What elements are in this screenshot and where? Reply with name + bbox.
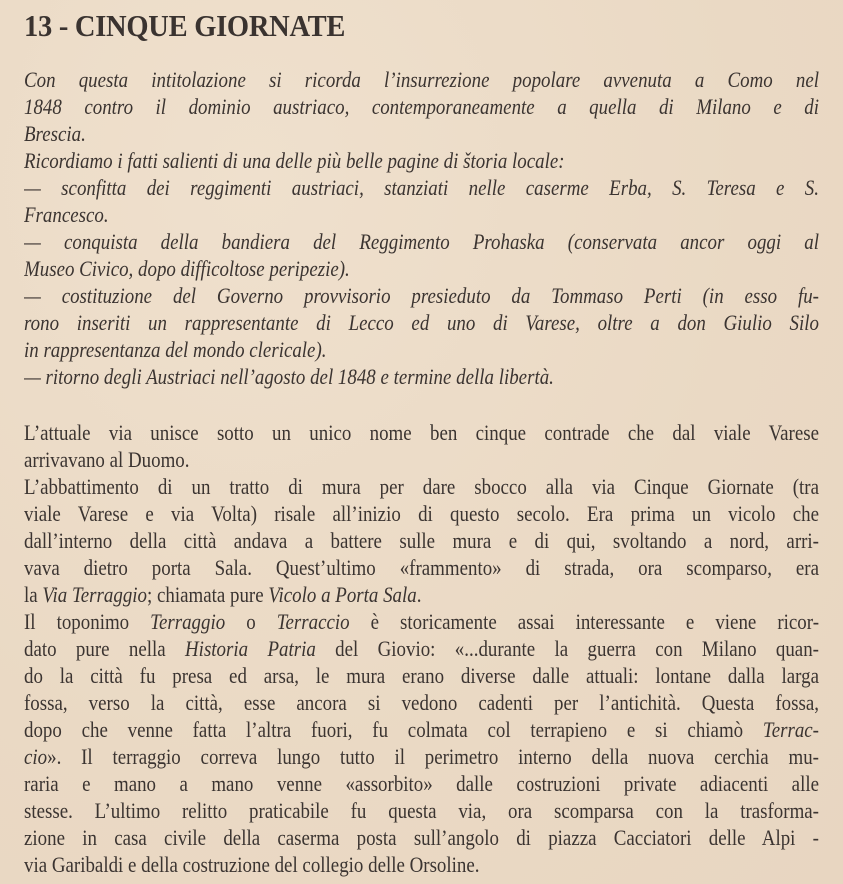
intro-line bbox=[24, 66, 819, 93]
body-line bbox=[24, 797, 819, 824]
body-line-text bbox=[24, 554, 819, 581]
text-run: arrivavano al Duomo. bbox=[24, 447, 190, 472]
body-line bbox=[24, 500, 819, 527]
intro-line-text: rono inseriti un rappresentante di Lecco ed uno di Varese, oltre a don Giulio Silo bbox=[24, 310, 819, 335]
intro-line bbox=[24, 228, 819, 255]
body-line-text bbox=[24, 635, 819, 662]
intro-line bbox=[24, 309, 819, 336]
body-line-text bbox=[24, 419, 819, 446]
body-line-text bbox=[24, 851, 480, 878]
body-line bbox=[24, 527, 819, 554]
body-line-text bbox=[24, 473, 819, 500]
intro-line bbox=[24, 120, 819, 147]
intro-line-text: Francesco. bbox=[24, 202, 109, 227]
text-run: stesse. L’ultimo relitto praticabile fu questa via, ora scomparsa con la trasforma- bbox=[24, 798, 819, 823]
text-run: ». Il terraggio correva lungo tutto il perimetro interno della nuova cerchia mu- bbox=[47, 744, 819, 769]
body-line bbox=[24, 635, 819, 662]
text-run: la bbox=[24, 582, 43, 607]
intro-line-text: Ricordiamo i fatti salienti di una delle più belle pagine di štoria locale: bbox=[24, 148, 565, 173]
body-line-text bbox=[24, 500, 819, 527]
intro-line bbox=[24, 336, 819, 363]
body-line bbox=[24, 689, 819, 716]
text-run: dato pure nella bbox=[24, 636, 186, 661]
text-run: del Giovio: «...durante la guerra con Milano quan- bbox=[315, 636, 819, 661]
body-line-text bbox=[24, 716, 819, 743]
body-line bbox=[24, 662, 819, 689]
intro-line bbox=[24, 201, 819, 228]
body-line-text bbox=[24, 662, 819, 689]
body-line bbox=[24, 419, 819, 446]
body-line-text bbox=[24, 581, 421, 608]
body-line bbox=[24, 554, 819, 581]
body-line-text bbox=[24, 446, 189, 473]
body-line-text bbox=[24, 770, 819, 797]
intro-line-text: — conquista della bandiera del Reggimento Prohaska (conservata ancor oggi al bbox=[24, 229, 819, 254]
intro-line-text: — costituzione del Governo provvisorio presieduto da Tommaso Perti (in esso fu- bbox=[24, 283, 819, 308]
text-run: raria e mano a mano venne «assorbito» dalle costruzioni private adiacenti alle bbox=[24, 771, 819, 796]
text-run: zione in casa civile della caserma posta sull’angolo di piazza Cacciatori delle Alpi - bbox=[24, 825, 819, 850]
text-run: ; chiamata pure bbox=[147, 582, 269, 607]
intro-line-text: Museo Civico, dopo difficoltose peripezie). bbox=[24, 256, 350, 281]
body-line bbox=[24, 743, 819, 770]
body-line-text bbox=[24, 743, 819, 770]
intro-line bbox=[24, 255, 819, 282]
intro-line-text: Brescia. bbox=[24, 121, 86, 146]
text-run: o bbox=[225, 609, 277, 634]
intro-line bbox=[24, 363, 819, 390]
text-run: Il toponimo bbox=[24, 609, 151, 634]
body-line-text bbox=[24, 608, 819, 635]
text-run: do la città fu presa ed arsa, le mura erano diverse dalle attuali: lontane dalla larga bbox=[24, 663, 819, 688]
intro-line bbox=[24, 174, 819, 201]
text-run: dopo che venne fatta l’altra fuori, fu colmata col terrapieno e si chiamò bbox=[24, 717, 763, 742]
intro-line-text: in rappresentanza del mondo clericale). bbox=[24, 337, 327, 362]
italic-term: cio bbox=[24, 744, 48, 769]
text-run: via Garibaldi e della costruzione del collegio delle Orsoline. bbox=[24, 852, 480, 877]
text-run: dall’interno della città andava a battere sulle mura e di qui, svoltando a nord, arri- bbox=[24, 528, 819, 553]
text-run: vava dietro porta Sala. Quest’ultimo «frammento» di strada, ora scomparso, era bbox=[24, 555, 819, 580]
body-line bbox=[24, 770, 819, 797]
italic-term: Vicolo a Porta Sala bbox=[268, 582, 417, 607]
text-run: L’attuale via unisce sotto un unico nome ben cinque contrade che dal viale Varese bbox=[24, 420, 819, 445]
body-line bbox=[24, 446, 819, 473]
body-line-text bbox=[24, 689, 819, 716]
intro-line-text: Con questa intitolazione si ricorda l’insurrezione popolare avvenuta a Como nel bbox=[24, 67, 819, 92]
text-run: viale Varese e via Volta) risale all’inizio di questo secolo. Era prima un vicolo che bbox=[24, 501, 819, 526]
intro-line bbox=[24, 147, 819, 174]
body-line bbox=[24, 473, 819, 500]
body-line-text bbox=[24, 797, 819, 824]
intro-line-text: — sconfitta dei reggimenti austriaci, stanziati nelle caserme Erba, S. Teresa e S. bbox=[24, 175, 819, 200]
body-line bbox=[24, 851, 819, 878]
intro-line bbox=[24, 282, 819, 309]
page-title: 13 - CINQUE GIORNATE bbox=[24, 8, 346, 43]
body-line-text bbox=[24, 527, 819, 554]
body-line bbox=[24, 581, 819, 608]
text-run: è storicamente assai interessante e viene ricor- bbox=[349, 609, 819, 634]
body-line bbox=[24, 824, 819, 851]
body-line bbox=[24, 608, 819, 635]
italic-term: Via Terraggio bbox=[42, 582, 148, 607]
text-run: . bbox=[416, 582, 422, 607]
italic-term: Terraggio bbox=[150, 609, 226, 634]
italic-term: Terrac- bbox=[762, 717, 819, 742]
body-line-text bbox=[24, 824, 819, 851]
body-line bbox=[24, 716, 819, 743]
intro-line bbox=[24, 93, 819, 120]
intro-line-text: — ritorno degli Austriaci nell’agosto del 1848 e termine della libertà. bbox=[24, 364, 554, 389]
text-run: fossa, verso la città, esse ancora si vedono cadenti per l’antichità. Questa fossa, bbox=[24, 690, 819, 715]
italic-term: Historia Patria bbox=[185, 636, 316, 661]
intro-line-text: 1848 contro il dominio austriaco, contemporaneamente a quella di Milano e di bbox=[24, 94, 819, 119]
text-run: L’abbattimento di un tratto di mura per dare sbocco alla via Cinque Giornate (tra bbox=[24, 474, 819, 499]
italic-term: Terraccio bbox=[276, 609, 350, 634]
